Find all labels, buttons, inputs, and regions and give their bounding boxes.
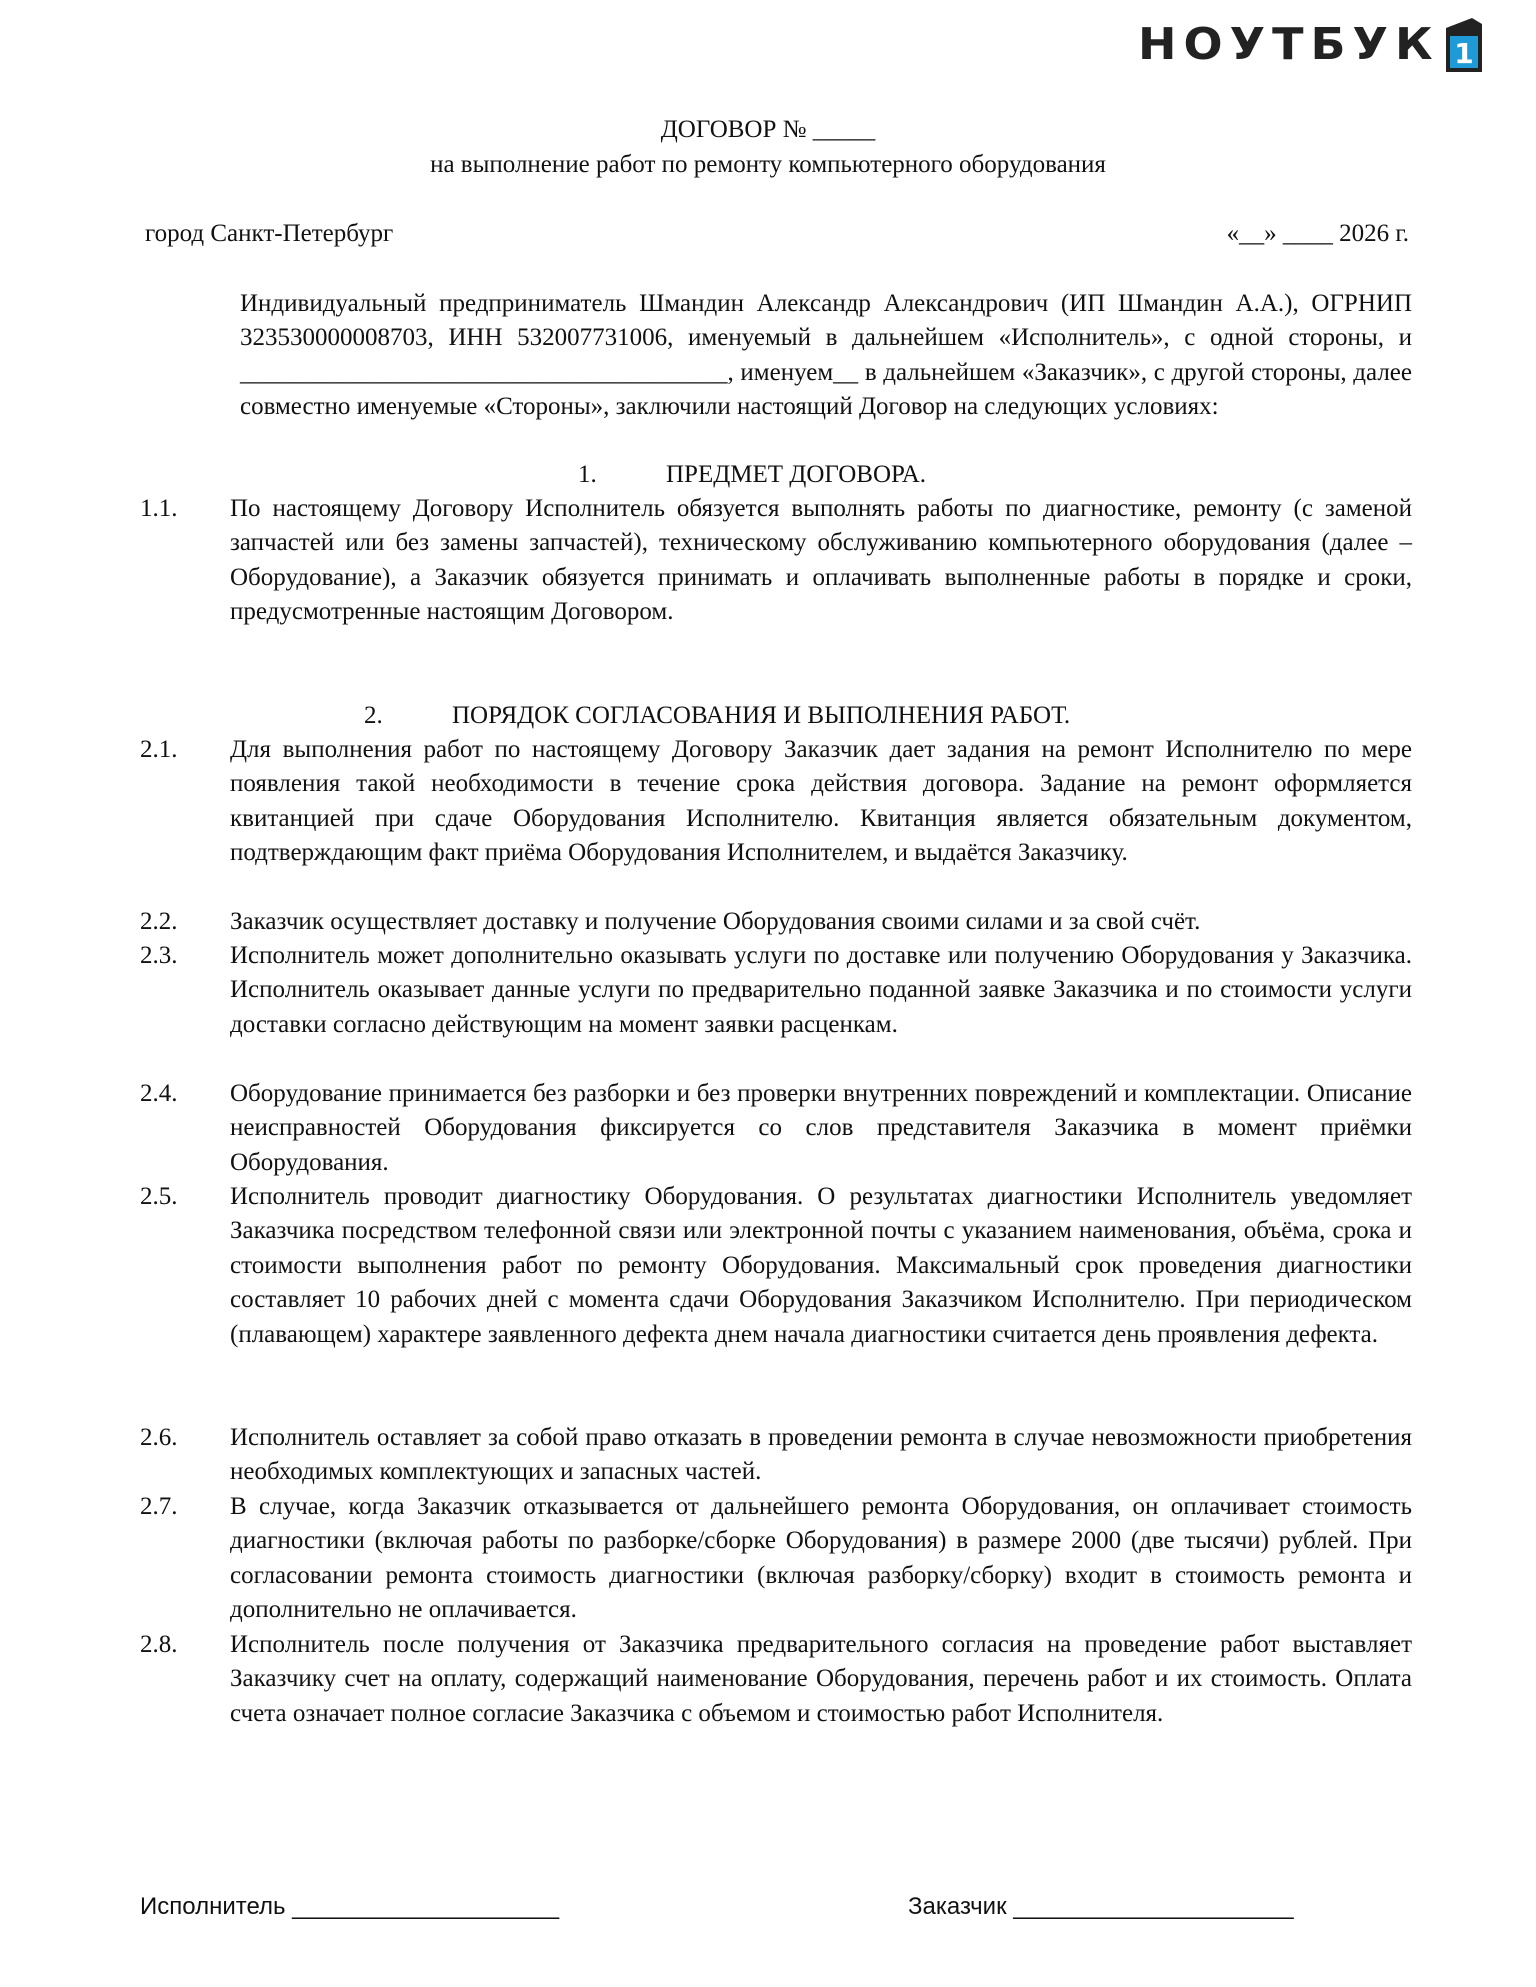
section-heading (578, 458, 926, 492)
company-logo (1138, 8, 1486, 80)
clause-number: 2.5. (140, 1183, 178, 1210)
clause-number: 2.1. (140, 736, 178, 763)
logo-mark-digit: 1 (1453, 37, 1474, 70)
clause-number: 2.8. (140, 1631, 178, 1658)
clause-text: Исполнитель после получения от Заказчика предварительного согласия на проведение работ выставляет Заказчику счет на оплату, содержащий наименование Оборудования, перечень работ и их стоимость. Оплата счета означает полное согласие Заказчика с объемом и стоимостью работ Исполнителя. (230, 1631, 1412, 1727)
clause-number: 2.3. (140, 942, 178, 969)
document-subtitle: на выполнение работ по ремонту компьютерного оборудования (430, 151, 1106, 178)
clause-number: 2.7. (140, 1493, 178, 1520)
clause-text: Исполнитель может дополнительно оказывать услуги по доставке или получению Оборудования у Заказчика. Исполнитель оказывает данные услуги по предварительно поданной заявке Заказчика и по стоимости услуги доставки согласно действующим на момент заявки расценкам. (230, 942, 1412, 1038)
place-date-line (145, 217, 1409, 251)
clause-text: Для выполнения работ по настоящему Договору Заказчик дает задания на ремонт Исполнителю по мере появления такой необходимости в течение срока действия договора. Задание на ремонт оформляется квитанцией при сдаче Оборудования Исполнителю. Квитанция является обязательным документом, подтверждающим факт приёма Оборудования Исполнителем, и выдаётся Заказчику. (230, 736, 1412, 867)
clause (140, 1490, 1412, 1628)
clause-number: 1.1. (140, 495, 178, 522)
logo-number-icon (1442, 14, 1486, 74)
clause (140, 905, 1412, 939)
clause-text: Заказчик осуществляет доставку и получение Оборудования своими силами и за свой счёт. (230, 908, 1201, 935)
logo-wordmark: НОУТБУК (1138, 18, 1440, 70)
section-title: ПРЕДМЕТ ДОГОВОРА. (666, 461, 927, 488)
executor-signature-line: Исполнитель ____________________ (140, 1893, 560, 1920)
section-number: 1. (578, 461, 597, 488)
clause-number: 2.6. (140, 1424, 178, 1451)
clause-text: По настоящему Договору Исполнитель обязуется выполнять работы по диагностике, ремонту (с заменой запчастей или без замены запчастей), техническому обслуживанию компьютерного оборудования (далее – Оборудование), а Заказчик обязуется принимать и оплачивать выполненные работы в порядке и сроки, предусмотренные настоящим Договором. (230, 495, 1412, 626)
clause-text: Исполнитель оставляет за собой право отказать в проведении ремонта в случае невозможности приобретения необходимых комплектующих и запасных частей. (230, 1424, 1412, 1486)
city: город Санкт-Петербург (145, 220, 394, 247)
document-title: ДОГОВОР № _____ (660, 116, 876, 143)
customer-signature-line: Заказчик _____________________ (908, 1893, 1294, 1920)
clause-number: 2.4. (140, 1080, 178, 1107)
preamble-paragraph: Индивидуальный предприниматель Шмандин Александр Александрович (ИП Шмандин А.А.), ОГРНИП 323530000008703, ИНН 532007731006, именуемый в дальнейшем «Исполнитель», с одной стороны, и _______________________________________, именуем__ в дальнейшем «Заказчик», с другой стороны, далее совместно именуемые «Стороны», заключили настоящий Договор на следующих условиях: (240, 290, 1412, 421)
section-heading (364, 699, 1070, 733)
clause-text: В случае, когда Заказчик отказывается от дальнейшего ремонта Оборудования, он оплачивает стоимость диагностики (включая работы по разборке/сборке Оборудования) в размере 2000 (две тысячи) рублей. При согласовании ремонта стоимость диагностики (включая разборку/сборку) входит в стоимость ремонта и дополнительно не оплачивается. (230, 1493, 1412, 1624)
clause (140, 492, 1412, 630)
contract-date: «__» ____ 2026 г. (1226, 220, 1409, 247)
section-title: ПОРЯДОК СОГЛАСОВАНИЯ И ВЫПОЛНЕНИЯ РАБОТ. (452, 702, 1071, 729)
clause (140, 1421, 1412, 1490)
clause (140, 1180, 1412, 1352)
clause (140, 1077, 1412, 1180)
clause-text: Исполнитель проводит диагностику Оборудования. О результатах диагностики Исполнитель уведомляет Заказчика посредством телефонной связи или электронной почты с указанием наименования, объёма, срока и стоимости выполнения работ по ремонту Оборудования. Максимальный срок проведения диагностики составляет 10 рабочих дней с момента сдачи Оборудования Заказчиком Исполнителю. При периодическом (плавающем) характере заявленного дефекта днем начала диагностики считается день проявления дефекта. (230, 1183, 1412, 1348)
section-number: 2. (364, 702, 383, 729)
clause-text: Оборудование принимается без разборки и без проверки внутренних повреждений и комплектации. Описание неисправностей Оборудования фиксируется со слов представителя Заказчика в момент приёмки Оборудования. (230, 1080, 1412, 1176)
clause (140, 939, 1412, 1042)
clause (140, 733, 1412, 871)
clause (140, 1628, 1412, 1731)
clause-number: 2.2. (140, 908, 178, 935)
